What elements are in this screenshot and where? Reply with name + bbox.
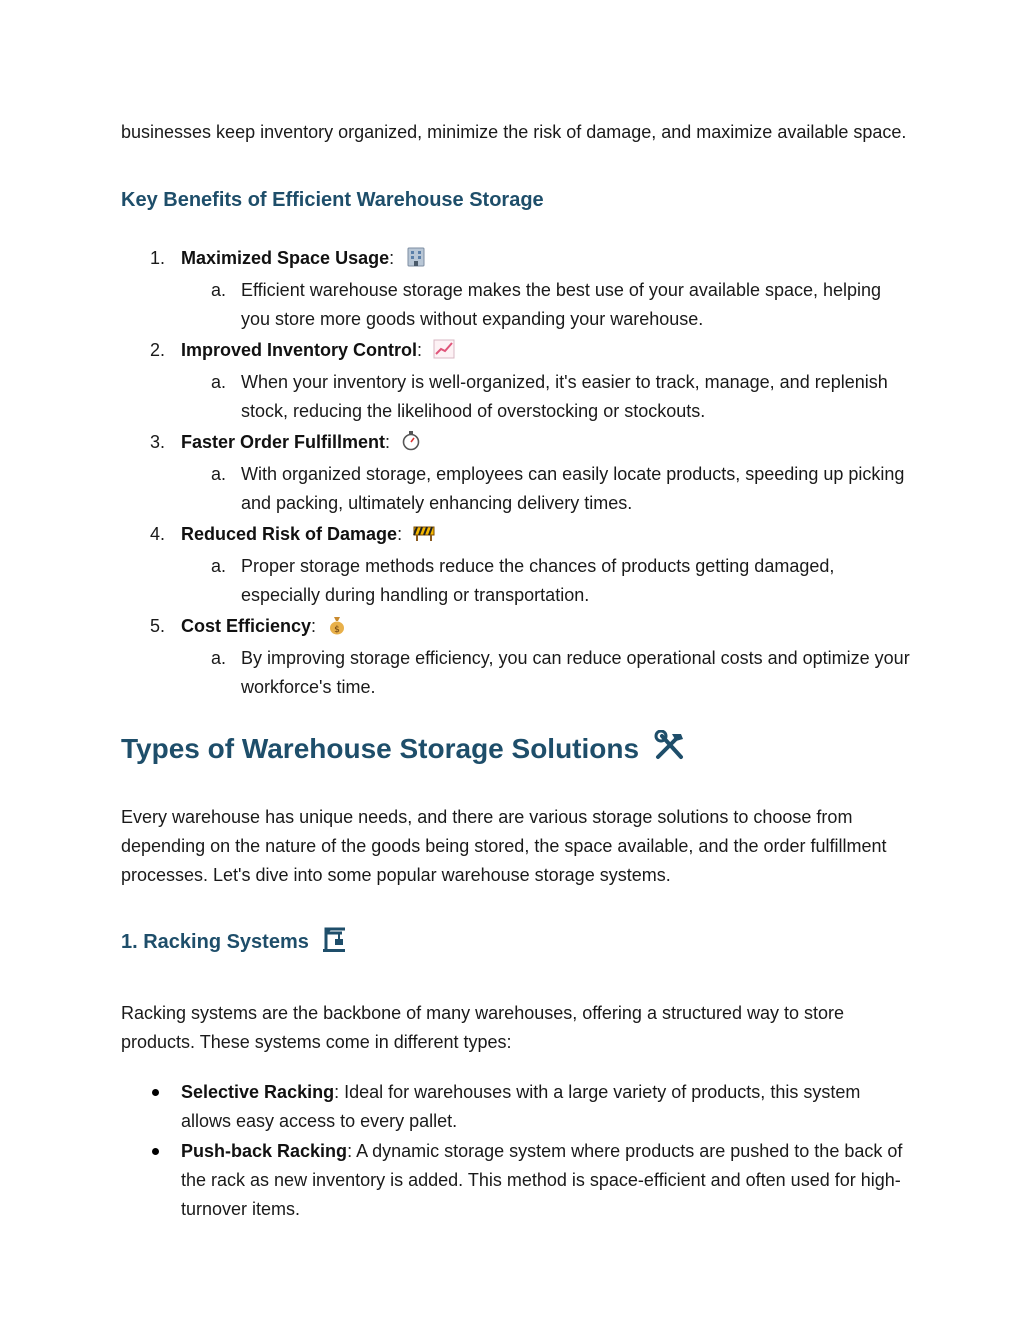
racking-type-item bbox=[121, 1078, 911, 1136]
benefit-item bbox=[121, 520, 911, 610]
benefit-title: Improved Inventory Control bbox=[181, 340, 418, 360]
crane-icon bbox=[322, 927, 348, 961]
benefit-detail-text: When your inventory is well-organized, it's easier to track, manage, and replenish stock, reducing the likelihood of overstocking or stockouts. bbox=[241, 372, 888, 421]
list-number: 3. bbox=[150, 432, 166, 452]
construction-barrier-icon bbox=[413, 523, 435, 552]
benefit-sublist bbox=[181, 276, 911, 334]
bullet-icon bbox=[152, 1089, 159, 1096]
racking-type-title: Selective Racking bbox=[181, 1082, 335, 1102]
list-number: 1. bbox=[150, 248, 166, 268]
office-building-icon bbox=[405, 247, 427, 276]
racking-type-title: Push-back Racking bbox=[181, 1141, 348, 1161]
benefits-list bbox=[121, 244, 911, 702]
list-number: 2. bbox=[150, 340, 166, 360]
hammer-and-wrench-icon bbox=[653, 730, 687, 771]
intro-paragraph: businesses keep inventory organized, minimize the risk of damage, and maximize available space. bbox=[121, 122, 907, 142]
benefit-sublist bbox=[181, 644, 911, 702]
types-heading-text: Types of Warehouse Storage Solutions bbox=[121, 733, 640, 764]
sub-marker: a. bbox=[211, 372, 227, 392]
benefit-detail-text: Proper storage methods reduce the chances of products getting damaged, especially during handling or transportation. bbox=[241, 556, 835, 605]
racking-type-text: : Ideal for warehouses with a large variety of products, this system allows easy access to every pallet. bbox=[181, 1082, 861, 1131]
sub-marker: a. bbox=[211, 464, 227, 484]
benefit-sublist bbox=[181, 368, 911, 426]
benefit-item bbox=[121, 612, 911, 702]
money-bag-icon bbox=[327, 615, 347, 644]
sub-marker: a. bbox=[211, 556, 227, 576]
colon: : bbox=[311, 616, 317, 636]
benefit-detail bbox=[181, 460, 911, 518]
benefit-detail-text: With organized storage, employees can easily locate products, speeding up picking and packing, ultimately enhancing delivery times. bbox=[241, 464, 905, 513]
benefit-title: Faster Order Fulfillment bbox=[181, 432, 386, 452]
benefit-detail-text: Efficient warehouse storage makes the best use of your available space, helping you store more goods without expanding your warehouse. bbox=[241, 280, 882, 329]
colon: : bbox=[389, 248, 395, 268]
benefit-title: Reduced Risk of Damage bbox=[181, 524, 398, 544]
benefit-detail bbox=[181, 276, 911, 334]
benefit-detail bbox=[181, 552, 911, 610]
types-paragraph: Every warehouse has unique needs, and there are various storage solutions to choose from depending on the nature of the goods being stored, the space available, and the order fulfillment processes. Let's dive into some popular warehouse storage systems. bbox=[121, 807, 887, 885]
document-page bbox=[121, 118, 911, 1225]
racking-type-item bbox=[121, 1137, 911, 1224]
benefit-sublist bbox=[181, 552, 911, 610]
types-heading bbox=[121, 730, 911, 771]
colon: : bbox=[385, 432, 391, 452]
colon: : bbox=[397, 524, 403, 544]
bullet-icon bbox=[152, 1148, 159, 1155]
sub-marker: a. bbox=[211, 280, 227, 300]
benefit-title: Cost Efficiency bbox=[181, 616, 312, 636]
benefit-item bbox=[121, 428, 911, 518]
colon: : bbox=[417, 340, 423, 360]
chart-increasing-icon bbox=[433, 339, 455, 368]
racking-type-text: : A dynamic storage system where products are pushed to the back of the rack as new inventory is added. This method is space-efficient and often used for high-turnover items. bbox=[181, 1141, 903, 1219]
sub-marker: a. bbox=[211, 648, 227, 668]
benefit-item bbox=[121, 244, 911, 334]
stopwatch-icon bbox=[401, 431, 421, 460]
svg-text:$: $ bbox=[334, 625, 340, 635]
benefit-title: Maximized Space Usage bbox=[181, 248, 390, 268]
benefit-detail bbox=[181, 368, 911, 426]
list-number: 5. bbox=[150, 616, 166, 636]
benefit-sublist bbox=[181, 460, 911, 518]
benefits-heading: Key Benefits of Efficient Warehouse Storage bbox=[121, 189, 544, 211]
racking-types-list bbox=[121, 1078, 911, 1224]
racking-heading bbox=[121, 927, 911, 961]
racking-paragraph: Racking systems are the backbone of many warehouses, offering a structured way to store products. These systems come in different types: bbox=[121, 1003, 845, 1052]
benefit-detail-text: By improving storage efficiency, you can reduce operational costs and optimize your workforce's time. bbox=[241, 648, 910, 697]
list-number: 4. bbox=[150, 524, 166, 544]
benefit-detail bbox=[181, 644, 911, 702]
benefit-item bbox=[121, 336, 911, 426]
racking-heading-text: 1. Racking Systems bbox=[121, 931, 309, 953]
